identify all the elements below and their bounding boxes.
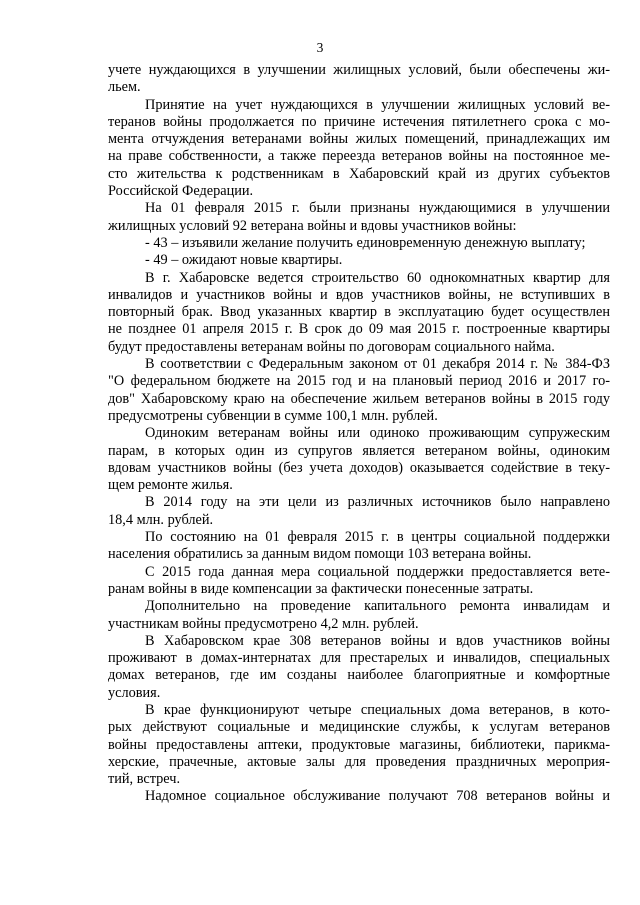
text-line: С 2015 года данная мера социальной поддержки предоставляется вете- xyxy=(145,563,610,580)
text-line: На 01 февраля 2015 г. были признаны нуждающимися в улучшении xyxy=(145,200,610,217)
text-line: Одиноким ветеранам войны или одиноко проживающим супружеским xyxy=(145,425,610,442)
text-line: В г. Хабаровске ведется строительство 60 однокомнатных квартир для xyxy=(145,269,610,286)
text-line: тий, встреч. xyxy=(108,771,181,788)
text-line: дов" Хабаровскому краю на обеспечение жильем ветеранов войны в 2015 году xyxy=(108,390,610,407)
text-line: "О федеральном бюджете на 2015 год и на плановый период 2016 и 2017 го- xyxy=(108,373,610,390)
text-line: льем. xyxy=(108,79,141,96)
text-line: В Хабаровском крае 308 ветеранов войны и вдов участников войны xyxy=(145,632,610,649)
text-line: на праве собственности, а также переезда ветеранов войны на постоянное ме- xyxy=(108,148,610,165)
text-line: будут предоставлены ветеранам войны по договорам социального найма. xyxy=(108,338,555,355)
text-line: домах ветеранов, где им созданы наиболее благоприятные и комфортные xyxy=(108,667,610,684)
text-line: херские, прачечные, актовые залы для проведения праздничных мероприя- xyxy=(108,753,610,770)
text-line: условия. xyxy=(108,684,161,701)
text-line: жилищных условий 92 ветерана войны и вдовы участников войны: xyxy=(108,217,517,234)
text-line: учете нуждающихся в улучшении жилищных условий, были обеспечены жи- xyxy=(108,62,610,78)
text-line: теранов войны продолжается по причине истечения пятилетнего срока с мо- xyxy=(108,113,610,130)
document-body xyxy=(108,62,610,806)
text-line: В соответствии с Федеральным законом от 01 декабря 2014 г. № 384-ФЗ xyxy=(145,356,610,373)
text-line: Надомное социальное обслуживание получают 708 ветеранов войны и xyxy=(145,788,610,805)
text-line: Дополнительно на проведение капитального ремонта инвалидам и xyxy=(145,598,610,615)
text-line: парам, в которых один из супругов является ветераном войны, одиноким xyxy=(108,442,610,459)
text-line: сто жительства к родственникам в Хабаровский край из других субъектов xyxy=(108,165,610,182)
text-line: не позднее 01 апреля 2015 г. В срок до 09 мая 2015 г. построенные квартиры xyxy=(108,321,610,338)
text-line: - 43 – изъявили желание получить единовременную денежную выплату; xyxy=(145,234,586,251)
text-line: По состоянию на 01 февраля 2015 г. в центры социальной поддержки xyxy=(145,529,610,546)
text-line: войны предоставлены аптеки, продуктовые магазины, библиотеки, парикма- xyxy=(108,736,610,753)
text-line: В 2014 году на эти цели из различных источников было направлено xyxy=(145,494,610,511)
text-line: рых действуют социальные и медицинские службы, к услугам ветеранов xyxy=(108,719,610,736)
text-line: инвалидов и участников войны и вдов участников войны, не вступивших в xyxy=(108,286,610,303)
text-line: щем ремонте жилья. xyxy=(108,477,233,494)
text-line: проживают в домах-интернатах для престарелых и инвалидов, специальных xyxy=(108,650,610,667)
text-line: 18,4 млн. рублей. xyxy=(108,511,214,528)
text-line: мента отчуждения ветеранами войны жилых помещений, принадлежащих им xyxy=(108,131,610,148)
text-line: ранам войны в виде компенсации за фактически понесенные затраты. xyxy=(108,580,534,597)
text-line: В крае функционируют четыре специальных дома ветеранов, в кото- xyxy=(145,701,610,718)
text-line: повторный брак. Ввод указанных квартир в эксплуатацию будет осуществлен xyxy=(108,304,610,321)
text-line: населения обратились за данным видом помощи 103 ветерана войны. xyxy=(108,546,532,563)
text-line: вдовам участников войны (без учета доходов) оказывается содействие в теку- xyxy=(108,459,610,476)
text-line: Принятие на учет нуждающихся в улучшении жилищных условий ве- xyxy=(145,96,610,113)
text-line: - 49 – ожидают новые квартиры. xyxy=(145,252,343,269)
text-line: предусмотрены субвенции в сумме 100,1 млн. рублей. xyxy=(108,407,438,424)
text-line: Российской Федерации. xyxy=(108,183,254,200)
page-number: 3 xyxy=(316,40,324,55)
text-line: участникам войны предусмотрено 4,2 млн. рублей. xyxy=(108,615,419,632)
